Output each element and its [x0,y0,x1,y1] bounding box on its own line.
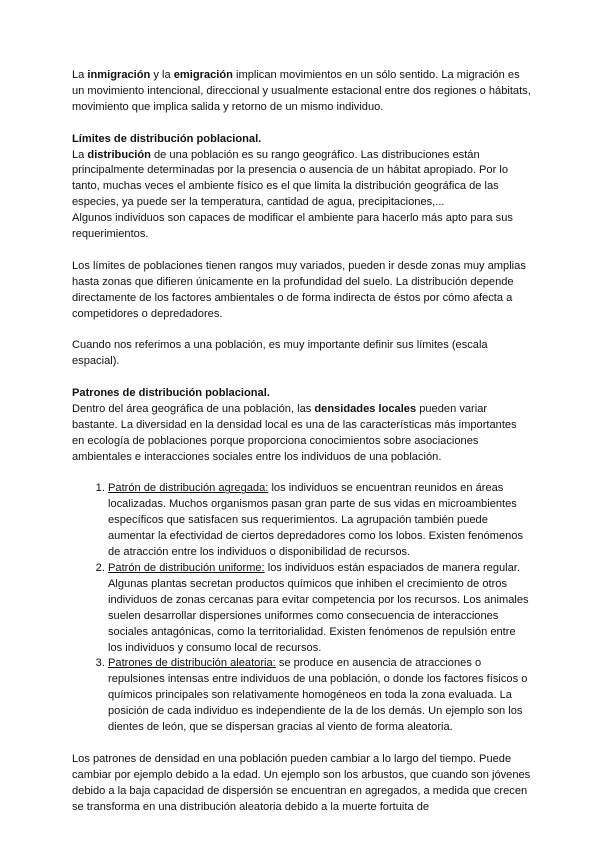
heading-limites: Límites de distribución poblacional. [72,132,262,145]
text-run: Dentro del área geográfica de una población, las [72,402,315,415]
list-item-text: los individuos se encuentran reunidos en áreas localizadas. Muchos organismos pasan gran parte de sus vidas en microambientes específicos que satisfacen sus requerimientos. La agrupación también puede aumentar la efectividad de ciertos depredadores como los lobos. Existen fenómenos de atracción entre los individuos o disponibilidad de recursos. [108,482,524,559]
paragraph-migration [72,68,532,116]
list-item-title: Patrón de distribución uniforme: [108,562,265,575]
document-page [72,68,532,816]
list-item [108,561,532,656]
bold-term-densidades-locales: densidades locales [314,402,417,415]
paragraph-escala-espacial: Cuando nos referimos a una población, es muy importante definir sus límites (escala espacial). [72,339,488,368]
text-run: pueden variar bastante. La diversidad en la densidad local es una de las características más importantes en ecología de poblaciones porque proporciona conocimientos sobre asociaciones ambientales e interacciones sociales entre los individuos de una población. [72,402,517,463]
text-run: implican movimientos en un sólo sentido. La migración es un movimiento intencional, direccional y usualmente estacional entre dos regiones o hábitats, movimiento que implica salida y retorno de un mismo individuo. [72,69,531,113]
list-item-title: Patrones de distribución aleatoria: [108,657,276,670]
paragraph-modificar-ambiente: Algunos individuos son capaces de modificar el ambiente para hacerlo más apto para sus requerimientos. [72,212,513,241]
text-run: La [72,69,88,81]
list-item-title: Patrón de distribución agregada: [108,482,269,495]
list-item-text: los individuos están espaciados de manera regular. Algunas plantas secretan productos químicos que inhiben el crecimiento de otros individuos de zonas cercanas para evitar competencia por los recursos. Los animales suelen desarrollar dispersiones uniformes como consecuencia de interacciones sociales antagónicas, como la territorialidad. Existen fenómenos de repulsión entre los individuos y consumo local de recursos. [108,562,529,654]
list-item [108,656,532,736]
paragraph-densidades [72,402,532,466]
text-run: de una población es su rango geográfico. Las distribuciones están principalmente determinadas por la presencia o ausencia de un hábitat apropiado. Por lo tanto, muchas veces el ambiente físico es el que limita la distribución geográfica de las especies, ya puede ser la temperatura, cantidad de agua, precipitaciones,... [72,148,509,209]
text-run: La [72,148,88,161]
pattern-list [72,481,532,736]
paragraph-cambio-tiempo: Los patrones de densidad en una población pueden cambiar a lo largo del tiempo. Puede cambiar por ejemplo debido a la edad. Un ejemplo son los arbustos, que cuando son jóvenes debido a la baja capacidad de dispersión se encuentran en agregados, a medida que crecen se transforma en una distribución aleatoria debido a la muerte fortuita de [72,752,531,813]
paragraph-distribucion [72,148,532,212]
text-run: y la [150,69,174,81]
bold-term-inmigracion: inmigración [87,69,151,81]
list-item-text: se produce en ausencia de atracciones o repulsiones intensas entre individuos de una población, o donde los factores físicos o químicos principales son relativamente homogéneos en toda la zona evaluada. La posición de cada individuo es independiente de la de los demás. Un ejemplo son los dientes de león, que se dispersan gracias al viento de forma aleatoria. [108,657,528,734]
list-item [108,481,532,561]
heading-patrones: Patrones de distribución poblacional. [72,387,270,400]
paragraph-limites-rangos: Los límites de poblaciones tienen rangos muy variados, pueden ir desde zonas muy amplias hasta zonas que difieren únicamente en la profundidad del suelo. La distribución depende directamente de los factores ambientales o de forma indirecta de éstos por cómo afecta a competidores o depredadores. [72,259,526,320]
bold-term-distribucion: distribución [87,148,151,161]
bold-term-emigracion: emigración [173,69,233,81]
